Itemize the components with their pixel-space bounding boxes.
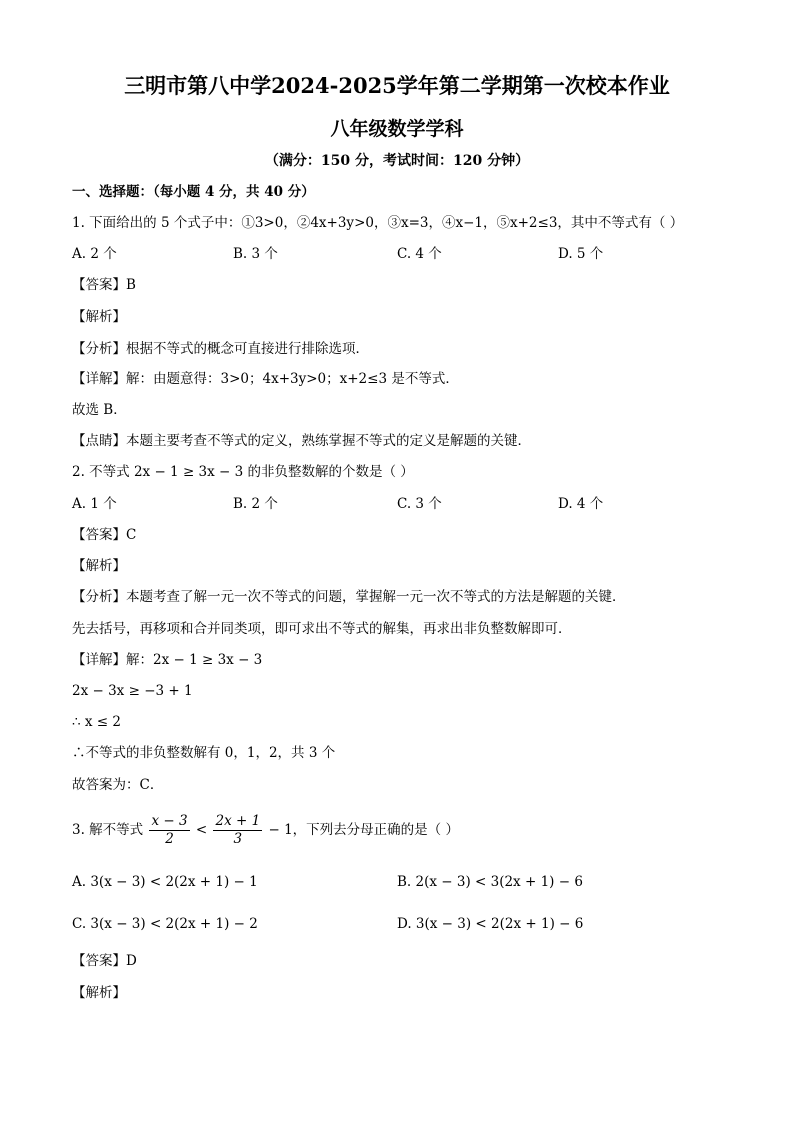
q3-fraction-1-numerator: x − 3 bbox=[151, 813, 188, 829]
q2-step-3: ∴不等式的非负整数解有 0，1，2，共 3 个 bbox=[72, 745, 336, 761]
q1-xiangjie: 【详解】解：由题意得：3>0；4x+3y>0；x+2≤3 是不等式． bbox=[72, 371, 459, 387]
q3-less-than: < bbox=[195, 822, 208, 838]
q1-fenxi: 【分析】根据不等式的概念可直接进行排除选项． bbox=[72, 341, 369, 357]
q3-option-d: D. 3(x − 3) < 2(2x + 1) − 6 bbox=[397, 916, 584, 932]
q1-analysis-label: 【解析】 bbox=[72, 309, 126, 325]
q1-dianjing: 【点睛】本题主要考查不等式的定义，熟练掌握不等式的定义是解题的关键． bbox=[72, 433, 531, 449]
q2-answer: 【答案】C bbox=[72, 527, 137, 543]
section-title: 一、选择题：（每小题 4 分，共 40 分） bbox=[72, 184, 315, 200]
q1-option-b: B. 3 个 bbox=[233, 246, 278, 262]
q3-option-a: A. 3(x − 3) < 2(2x + 1) − 1 bbox=[72, 874, 258, 890]
q3-option-b: B. 2(x − 3) < 3(2x + 1) − 6 bbox=[397, 874, 583, 890]
q3-fraction-1 bbox=[149, 813, 189, 848]
document-title: 三明市第八中学2024-2025学年第二学期第一次校本作业 bbox=[124, 73, 670, 98]
subject-title: 八年级数学学科 bbox=[330, 118, 464, 140]
q2-option-b: B. 2 个 bbox=[233, 496, 278, 512]
q3-fraction-2 bbox=[213, 813, 262, 848]
question-3-stem bbox=[72, 812, 459, 848]
q2-step-1: 2x − 3x ≥ −3 + 1 bbox=[72, 683, 193, 699]
q3-option-c: C. 3(x − 3) < 2(2x + 1) − 2 bbox=[72, 916, 258, 932]
question-1-stem: 1. 下面给出的 5 个式子中：①3>0，②4x+3y>0，③x=3，④x−1，⑤x+2≤3，其中不等式有（ ） bbox=[72, 215, 684, 231]
q3-prefix: 3. 解不等式 bbox=[72, 822, 144, 838]
q1-option-a: A. 2 个 bbox=[72, 246, 117, 262]
question-2-stem: 2. 不等式 2x − 1 ≥ 3x − 3 的非负整数解的个数是（ ） bbox=[72, 464, 414, 480]
q2-analysis-label: 【解析】 bbox=[72, 558, 126, 574]
q3-suffix: − 1，下列去分母正确的是（ ） bbox=[268, 822, 459, 838]
q2-step-2: ∴ x ≤ 2 bbox=[72, 714, 121, 730]
q3-fraction-2-denominator: 3 bbox=[233, 831, 243, 847]
q1-conclusion: 故选 B． bbox=[72, 402, 127, 418]
q2-option-c: C. 3 个 bbox=[397, 496, 442, 512]
q3-fraction-2-numerator: 2x + 1 bbox=[215, 813, 261, 829]
q1-option-c: C. 4 个 bbox=[397, 246, 442, 262]
q3-analysis-label: 【解析】 bbox=[72, 985, 126, 1001]
q1-answer: 【答案】B bbox=[72, 277, 136, 293]
q2-fenxi-2: 先去括号，再移项和合并同类项，即可求出不等式的解集，再求出非负整数解即可． bbox=[72, 621, 572, 637]
q2-xiangjie: 【详解】解：2x − 1 ≥ 3x − 3 bbox=[72, 652, 263, 668]
q1-option-d: D. 5 个 bbox=[558, 246, 604, 262]
q3-answer: 【答案】D bbox=[72, 953, 137, 969]
q2-option-a: A. 1 个 bbox=[72, 496, 117, 512]
q2-fenxi: 【分析】本题考查了解一元一次不等式的问题，掌握解一元一次不等式的方法是解题的关键． bbox=[72, 589, 626, 605]
q3-fraction-1-denominator: 2 bbox=[165, 831, 174, 847]
q2-option-d: D. 4 个 bbox=[558, 496, 604, 512]
q2-conclusion: 故答案为：C． bbox=[72, 777, 164, 793]
exam-info: （满分：150 分，考试时间：120 分钟） bbox=[264, 153, 530, 169]
